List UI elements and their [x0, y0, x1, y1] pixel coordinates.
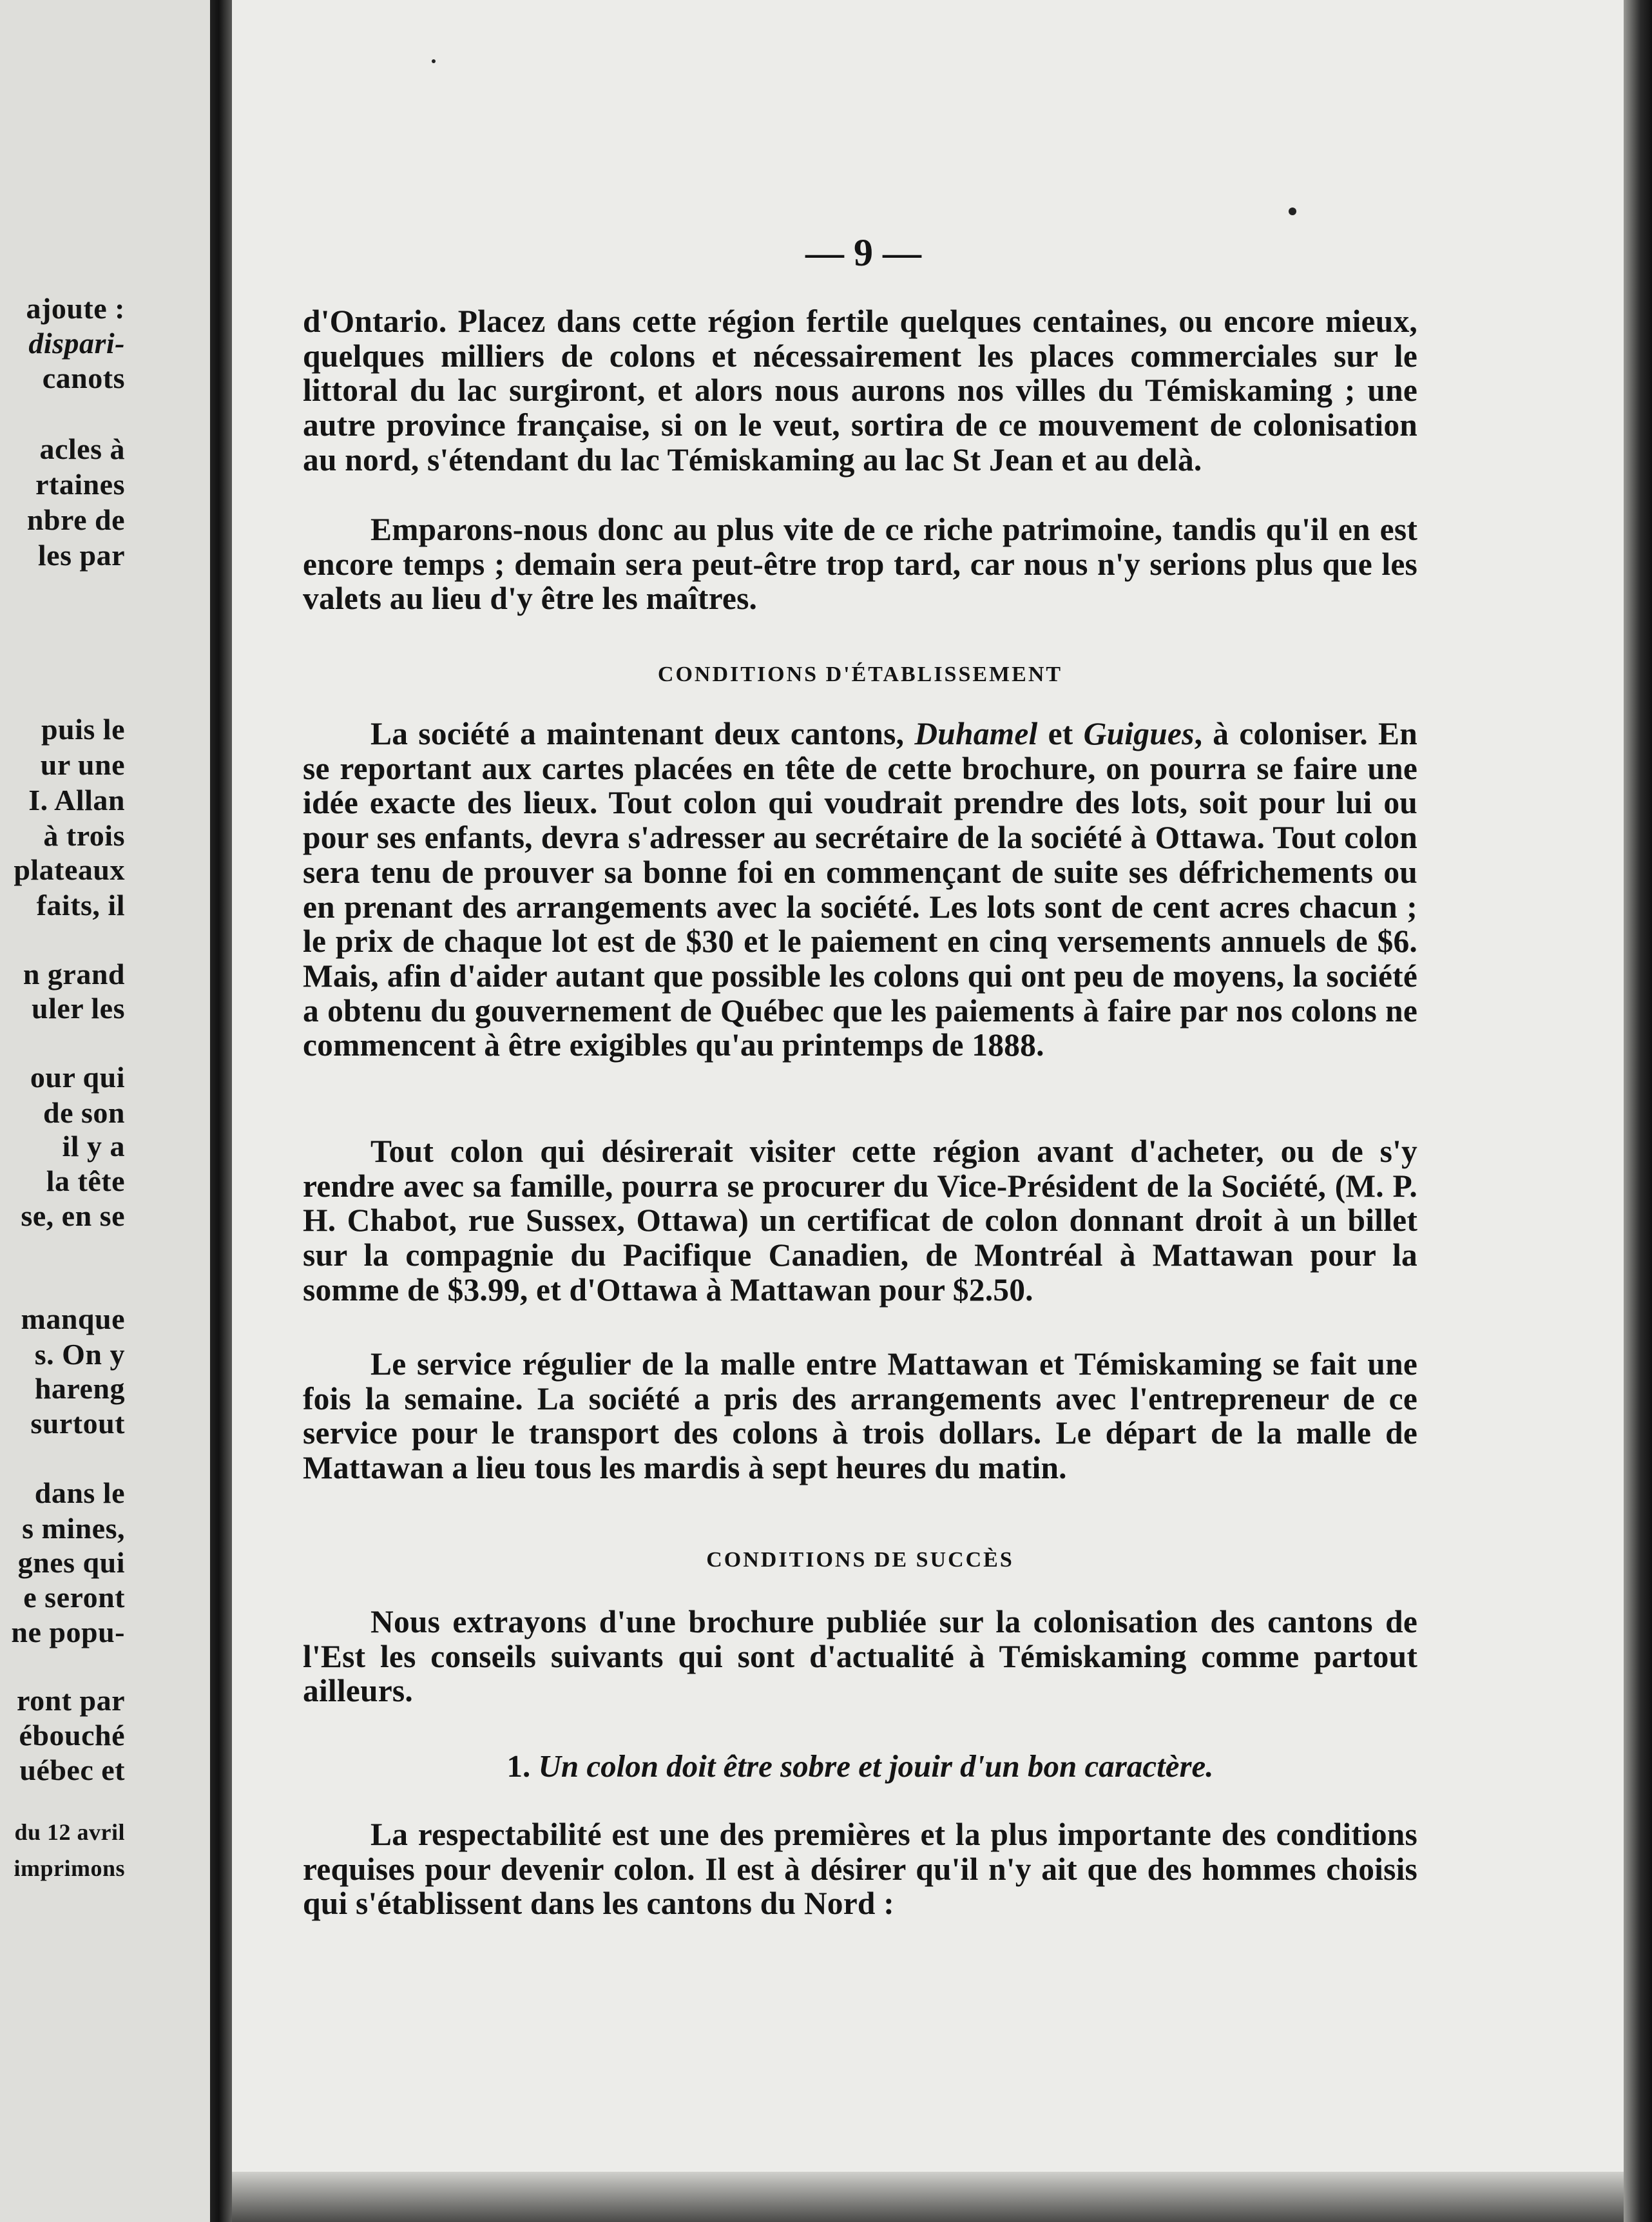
- page-edge-bottom: [232, 2172, 1624, 2222]
- fragment-line: dispari-: [28, 327, 125, 360]
- page-number: — 9 —: [805, 231, 921, 274]
- paragraph-text: Nous extrayons d'une brochure publiée sur la colonisation des cantons de l'Est les conseils suivants qui sont d'actualité à Témiskaming comme partout ailleurs.: [303, 1604, 1417, 1709]
- item-text: Un colon doit être sobre et jouir d'un bon caractère.: [538, 1748, 1214, 1784]
- fragment-line: dans le: [34, 1476, 125, 1509]
- paragraph-text: Tout colon qui désirerait visiter cette région avant d'acheter, ou de s'y rendre avec sa famille, pourra se procurer du Vice-Président de la Société, (M. P. H. Chabot, rue Sussex, Ottawa) un certificat de colon donnant droit à un billet sur la compagnie du Pacifique Canadien, de Montréal à Mattawan pour la somme de $3.99, et d'Ottawa à Mattawan pour $2.50.: [303, 1134, 1417, 1308]
- paragraph-text: d'Ontario. Placez dans cette région fertile quelques centaines, ou encore mieux, quelques milliers de colons et nécessairement les places commerciales sur le littoral du lac surgiront, et alors nous aurons nos villes du Témiskaming ; une autre province française, si on le veut, sortira de ce mouvement de colonisation au nord, s'étendant du lac Témiskaming au lac St Jean et au delà.: [303, 304, 1417, 478]
- fragment-line: faits, il: [36, 889, 125, 922]
- fragment-line: ur une: [40, 748, 125, 781]
- section-heading: CONDITIONS DE SUCCÈS: [706, 1548, 1014, 1572]
- body-paragraph: [303, 1605, 1417, 1708]
- canton-name: Duhamel: [914, 716, 1038, 751]
- section-heading: CONDITIONS D'ÉTABLISSEMENT: [657, 662, 1063, 686]
- fragment-line: les par: [37, 539, 125, 572]
- body-paragraph: [303, 717, 1417, 1063]
- fragment-line: I. Allan: [28, 784, 125, 816]
- book-gutter: [210, 0, 232, 2222]
- left-page-fragment: [0, 0, 210, 2222]
- fragment-line: la tête: [46, 1164, 125, 1197]
- fragment-line: s. On y: [34, 1338, 125, 1371]
- body-paragraph: [303, 1817, 1417, 1921]
- fragment-line: acles à: [39, 432, 125, 465]
- fragment-line: nbre de: [26, 503, 125, 536]
- fragment-line: e seront: [23, 1581, 125, 1614]
- fragment-line: n grand: [23, 958, 125, 990]
- paragraph-text-segment: La société a maintenant deux cantons,: [370, 716, 915, 751]
- fragment-line: canots: [42, 362, 125, 394]
- fragment-line: ront par: [17, 1684, 125, 1717]
- fragment-line: gnes qui: [17, 1546, 125, 1579]
- fragment-line: plateaux: [14, 853, 125, 886]
- fragment-line: rtaines: [35, 468, 125, 501]
- fragment-line: ajoute :: [26, 292, 125, 325]
- paragraph-text-segment: , à coloniser. En se reportant aux cartes placées en tête de cette brochure, on pourra se faire une idée exacte des lieux. Tout colon qui voudrait prendre des lots, soit pour lui ou pour ses enfants, devra s'adresser au secrétaire de la société à Ottawa. Tout colon sera tenu de prouver sa bonne foi en commençant de suite ses défrichements ou en prenant des arrangements avec la société. Les lots sont de cent acres chacun ; le prix de chaque lot est de $30 et le paiement en cinq versements annuels de $6. Mais, afin d'aider autant que possible les colons qui ont peu de moyens, la société a obtenu du gouvernement de Québec que les paiements à faire par nos colons ne commencent à être exigibles qu'au printemps de 1888.: [303, 716, 1417, 1063]
- ink-speck: [432, 59, 436, 63]
- fragment-line: ébouché: [19, 1719, 125, 1752]
- fragment-line: surtout: [30, 1407, 125, 1440]
- fragment-line: à trois: [43, 819, 125, 852]
- paragraph-text: La respectabilité est une des premières et la plus importante des conditions requises pour devenir colon. Il est à désirer qu'il n'y ait que des hommes choisis qui s'établissent dans les cantons du Nord :: [303, 1817, 1417, 1922]
- fragment-line: du 12 avril: [14, 1819, 125, 1845]
- page-edge-right: [1624, 0, 1652, 2222]
- fragment-line: uébec et: [19, 1753, 125, 1786]
- item-number: 1.: [506, 1748, 531, 1784]
- canton-name: Guigues: [1083, 716, 1195, 751]
- body-paragraph: [303, 1134, 1417, 1308]
- ink-speck: [1289, 208, 1296, 215]
- body-paragraph: [303, 1347, 1417, 1485]
- fragment-line: ne popu-: [11, 1616, 125, 1648]
- paragraph-text: Emparons-nous donc au plus vite de ce riche patrimoine, tandis qu'il en est encore temps ; demain sera peut-être trop tard, car nous n'y serions plus que les valets au lieu d'y être les maîtres.: [303, 512, 1417, 617]
- numbered-item: [303, 1748, 1417, 1784]
- fragment-line: se, en se: [21, 1199, 125, 1232]
- fragment-line: uler les: [32, 992, 125, 1025]
- fragment-line: our qui: [30, 1061, 125, 1094]
- paragraph-text: Le service régulier de la malle entre Mattawan et Témiskaming se fait une fois la semaine. La société a pris des arrangements avec l'entrepreneur de ce service pour le transport des colons à trois dollars. Le départ de la malle de Mattawan a lieu tous les mardis à sept heures du matin.: [303, 1346, 1417, 1486]
- paragraph-text-segment: et: [1037, 716, 1084, 751]
- paragraph-text: [303, 717, 1417, 1063]
- fragment-line: imprimons: [14, 1855, 125, 1881]
- fragment-line: de son: [43, 1096, 125, 1129]
- fragment-line: puis le: [41, 713, 125, 746]
- body-paragraph: [303, 512, 1417, 616]
- body-paragraph: [303, 304, 1417, 478]
- fragment-line: hareng: [34, 1372, 125, 1405]
- fragment-line: s mines,: [22, 1512, 125, 1545]
- fragment-line: il y a: [62, 1130, 125, 1163]
- fragment-line: manque: [21, 1302, 125, 1335]
